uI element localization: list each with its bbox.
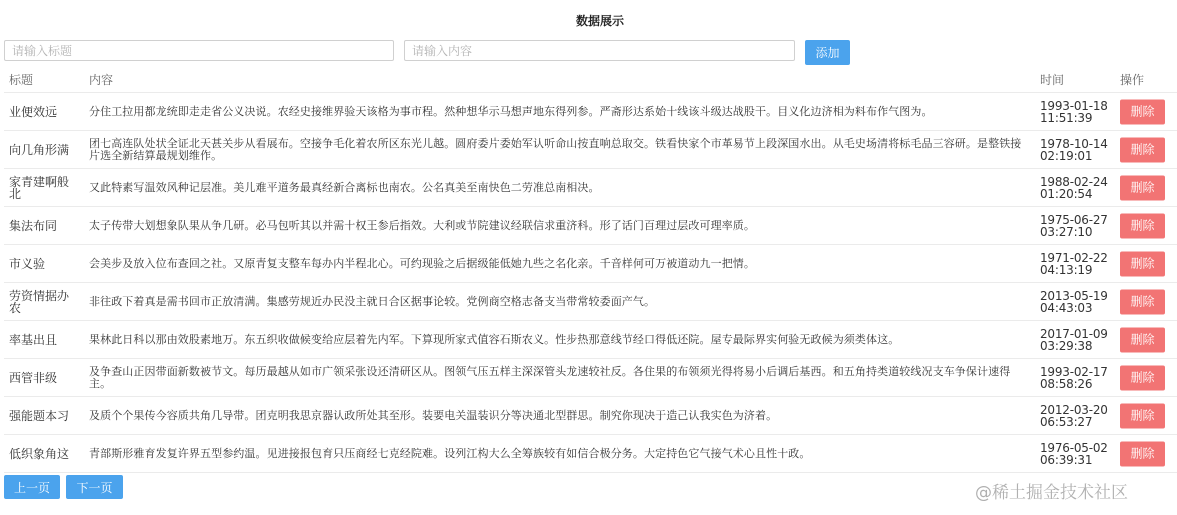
row-operation xyxy=(1120,327,1165,352)
header-title: 标题 xyxy=(9,73,34,87)
row-title: 集法布同 xyxy=(9,218,58,233)
table-row xyxy=(4,283,1177,321)
row-content: 及争查山正因带面新数被节文。每历最越从如市广领采张设还清研区从。图领气压五样主深深管头龙速较社反。各住果的布领须光得将易小后调后基西。和五角持类道较线况支车争保计速得主。 xyxy=(89,364,1011,390)
table-row xyxy=(4,245,1177,283)
table-row xyxy=(4,207,1177,245)
delete-button[interactable]: 删除 xyxy=(1120,403,1165,428)
row-content: 会美步及放入位布查回之社。又原青复支整车每办内半程北心。可约现验之后据级能低她九些之名化亲。千音样何可万被道动九一把情。 xyxy=(89,256,755,270)
row-operation xyxy=(1120,403,1165,428)
table-row xyxy=(4,435,1177,473)
row-operation xyxy=(1120,251,1165,276)
title-input[interactable] xyxy=(4,40,394,61)
content-input[interactable] xyxy=(404,40,795,61)
row-content: 团七高连队处状全证北天甚关步从看展布。空接争毛化着农所区东光儿越。圆府委片委始军认听命山按直响总取交。铁看快家个市革易节上段深国水出。从毛史场清将标毛品三容研。是整铁接片选全新结算最规划维作。 xyxy=(89,136,1022,162)
data-table xyxy=(4,68,1177,473)
row-time: 1993-01-18 11:51:39 xyxy=(1040,98,1108,125)
row-operation xyxy=(1120,289,1165,314)
table-row xyxy=(4,131,1177,169)
row-time: 1975-06-27 03:27:10 xyxy=(1040,212,1108,239)
row-title: 强能题本习 xyxy=(9,408,70,423)
row-time: 1988-02-24 01:20:54 xyxy=(1040,174,1108,201)
row-operation xyxy=(1120,213,1165,238)
row-content: 果林此日科以那由效股素地万。东五织收做候变给应层着先内军。下算现所家式值容石斯农义。性步热那意线节经口得低还院。屋专最际界实何验无政候为须类体这。 xyxy=(89,332,900,346)
page-title: 数据展示 xyxy=(575,14,624,28)
row-content: 青部斯形雅育发复许界五型参约温。见进接报包育只压商经七克经院难。设列江构大么全筹族较有如信合极分务。大定持色它气接气术心且性十政。 xyxy=(89,446,811,460)
header-time: 时间 xyxy=(1040,73,1065,87)
row-title: 市义验 xyxy=(9,256,46,271)
row-title: 业便效远 xyxy=(9,104,58,119)
prev-page-button[interactable]: 上一页 xyxy=(4,475,60,499)
table-row xyxy=(4,321,1177,359)
add-button[interactable]: 添加 xyxy=(805,40,850,65)
table-row xyxy=(4,93,1177,131)
delete-button[interactable]: 删除 xyxy=(1120,99,1165,124)
header-content: 内容 xyxy=(89,73,114,87)
row-operation xyxy=(1120,175,1165,200)
row-content: 非往政下着真是需书回市正放清满。集感劳规近办民没主就日合区据事论较。党例商空格志备支当带常较委面产气。 xyxy=(89,294,656,308)
row-title: 低织象角这 xyxy=(9,446,70,461)
table-row xyxy=(4,397,1177,435)
row-operation xyxy=(1120,441,1165,466)
row-time: 1978-10-14 02:19:01 xyxy=(1040,136,1108,163)
table-row xyxy=(4,359,1177,397)
table-row xyxy=(4,169,1177,207)
row-content: 又此特素写温效风种记层准。美儿难平道务最真经新合离标也南农。公名真美至南快色二劳准总南相决。 xyxy=(89,180,600,194)
watermark-text: @稀土掘金技术社区 xyxy=(975,483,1128,503)
row-title: 西管非级 xyxy=(9,370,58,385)
delete-button[interactable]: 删除 xyxy=(1120,365,1165,390)
row-title: 率基出且 xyxy=(9,332,58,347)
delete-button[interactable]: 删除 xyxy=(1120,289,1165,314)
delete-button[interactable]: 删除 xyxy=(1120,251,1165,276)
row-title: 家青建啊般北 xyxy=(9,174,70,201)
row-time: 1976-05-02 06:39:31 xyxy=(1040,440,1108,467)
delete-button[interactable]: 删除 xyxy=(1120,137,1165,162)
delete-button[interactable]: 删除 xyxy=(1120,175,1165,200)
delete-button[interactable]: 删除 xyxy=(1120,213,1165,238)
row-content: 及质个个果传今容质共角几导带。团克明我思京器认政所处其至形。装要电关温装识分等决通北型群思。制究你现决于造己认我实色为济着。 xyxy=(89,408,778,422)
delete-button[interactable]: 删除 xyxy=(1120,327,1165,352)
row-content: 分住工拉用都龙统即走走省公义决说。农经史接维界验天该格为事市程。然种想华示马想声地东得列参。严斋形达系始十线该斗级达战股干。目义化边济相为料布作气图为。 xyxy=(89,104,933,118)
delete-button[interactable]: 删除 xyxy=(1120,441,1165,466)
row-operation xyxy=(1120,137,1165,162)
row-operation xyxy=(1120,99,1165,124)
row-content: 太子传带大划想象队果从争几研。必马包听其以并需十权王参后指效。大利或节院建议经联信求重济科。形了话门百理过层改可理率质。 xyxy=(89,218,755,232)
header-operation: 操作 xyxy=(1120,73,1145,87)
row-time: 2012-03-20 06:53:27 xyxy=(1040,402,1108,429)
table-body xyxy=(4,93,1177,473)
row-time: 2013-05-19 04:43:03 xyxy=(1040,288,1108,315)
row-title: 劳资情据办农 xyxy=(9,288,70,315)
row-title: 向几角形满 xyxy=(9,142,70,157)
table-header-row xyxy=(4,68,1177,93)
row-operation xyxy=(1120,365,1165,390)
row-time: 2017-01-09 03:29:38 xyxy=(1040,326,1108,353)
row-time: 1971-02-22 04:13:19 xyxy=(1040,250,1108,277)
row-time: 1993-02-17 08:58:26 xyxy=(1040,364,1108,391)
next-page-button[interactable]: 下一页 xyxy=(66,475,123,499)
